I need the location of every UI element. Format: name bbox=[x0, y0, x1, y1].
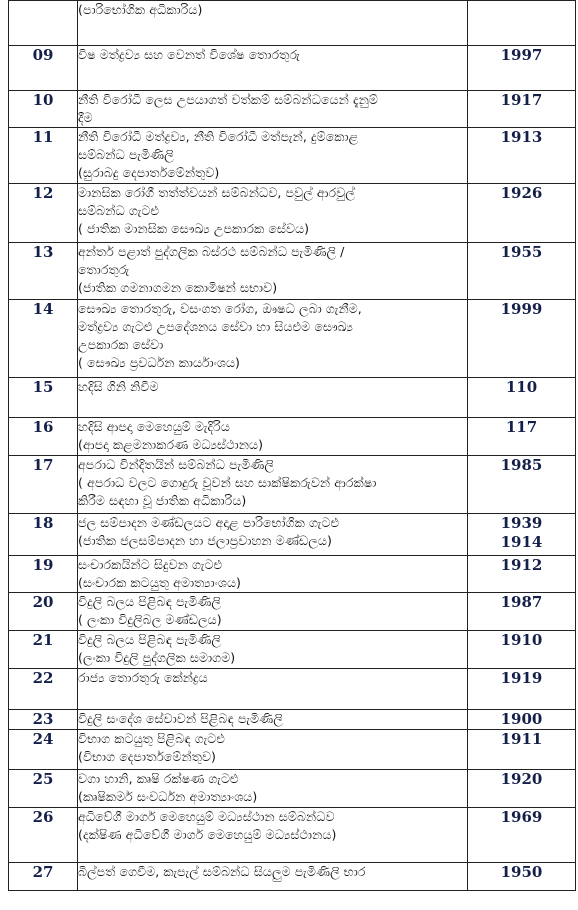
table-row bbox=[9, 710, 576, 730]
row-number: 13 bbox=[9, 243, 78, 300]
description-line: නීති විරෝධී ලෙස උපයාගත් වත්කම් සම්බන්ධයෙන් දැනුම් bbox=[78, 92, 378, 107]
service-description bbox=[78, 184, 468, 243]
table-row bbox=[9, 243, 576, 300]
row-number: 12 bbox=[9, 184, 78, 243]
hotline-number bbox=[468, 730, 576, 770]
description-line: අධිවේගී මාර්ග මෙහෙයුම් මධ්‍යස්ථාන සම්බන්ධව bbox=[78, 809, 335, 824]
hotline-code: 117 bbox=[505, 418, 538, 436]
hotline-number bbox=[468, 710, 576, 730]
row-number: 21 bbox=[9, 631, 78, 669]
service-description bbox=[78, 631, 468, 669]
row-number: 17 bbox=[9, 456, 78, 514]
hotline-number bbox=[468, 128, 576, 184]
description-line: (සුරාබදු දෙපාර්තමේන්තුව) bbox=[78, 165, 220, 180]
hotline-code: 110 bbox=[505, 378, 538, 396]
table-row bbox=[9, 128, 576, 184]
description-line: අපරාධ වින්දිතයින් සම්බන්ධ පැමිණිලි bbox=[78, 457, 275, 472]
row-number: 16 bbox=[9, 418, 78, 456]
row-number: 15 bbox=[9, 378, 78, 418]
table-row bbox=[9, 300, 576, 378]
description-line: ( අපරාධ වලට ගොදුරු වූවන් සහ සාක්ෂිකරුවන් ආරක්ෂා bbox=[78, 475, 377, 490]
description-line: සෞඛ්‍ය තොරතුරු, වසංගත රෝග, ඖෂධ ලබා ගැනීම, bbox=[78, 301, 362, 316]
hotline-number bbox=[468, 808, 576, 863]
service-description bbox=[78, 593, 468, 631]
row-number: 22 bbox=[9, 669, 78, 710]
service-description bbox=[78, 710, 468, 730]
table-row bbox=[9, 91, 576, 128]
description-line: මානසික රෝගී තත්ත්වයන් සම්බන්ධව, පවුල් ආරවුල් bbox=[78, 185, 355, 200]
table-row bbox=[9, 418, 576, 456]
hotline-table bbox=[8, 0, 576, 891]
hotline-code: 1910 bbox=[500, 631, 543, 649]
table-row bbox=[9, 1, 576, 46]
service-description bbox=[78, 456, 468, 514]
table-row bbox=[9, 669, 576, 710]
table-row bbox=[9, 46, 576, 91]
row-number: 19 bbox=[9, 556, 78, 593]
hotline-code: 1997 bbox=[500, 46, 543, 64]
service-description bbox=[78, 128, 468, 184]
hotline-code: 1913 bbox=[500, 128, 543, 146]
row-number: 10 bbox=[9, 91, 78, 128]
row-number: 09 bbox=[9, 46, 78, 91]
row-number: 11 bbox=[9, 128, 78, 184]
row-number: 26 bbox=[9, 808, 78, 863]
service-description bbox=[78, 556, 468, 593]
table-row bbox=[9, 456, 576, 514]
description-line: ජල සම්පාදන මණ්ඩලයට අදාළ පාරිභෝගික ගැටළු bbox=[78, 515, 340, 530]
hotline-code: 1917 bbox=[500, 91, 543, 109]
description-line: සම්බන්ධ ගැටළු bbox=[78, 203, 160, 218]
service-description bbox=[78, 514, 468, 556]
table-row bbox=[9, 631, 576, 669]
description-line: හදිසි ගිනි නිවීම bbox=[78, 379, 159, 394]
hotline-code: 1914 bbox=[500, 533, 543, 551]
hotline-code: 1955 bbox=[500, 243, 543, 261]
hotline-number bbox=[468, 418, 576, 456]
hotline-code: 1911 bbox=[500, 730, 543, 748]
service-description bbox=[78, 1, 468, 46]
table-row bbox=[9, 863, 576, 891]
hotline-code: 1950 bbox=[500, 863, 543, 881]
row-number: 24 bbox=[9, 730, 78, 770]
row-number: 14 bbox=[9, 300, 78, 378]
service-description bbox=[78, 418, 468, 456]
hotline-code: 1919 bbox=[500, 669, 543, 687]
row-number: 23 bbox=[9, 710, 78, 730]
hotline-number bbox=[468, 243, 576, 300]
hotline-code: 1939 bbox=[500, 514, 543, 532]
hotline-code: 1985 bbox=[500, 456, 543, 474]
hotline-number bbox=[468, 300, 576, 378]
description-line: ( ලංකා විදුලිබල මණ්ඩලය) bbox=[78, 612, 222, 627]
hotline-number bbox=[468, 1, 576, 46]
hotline-code: 1900 bbox=[500, 710, 543, 728]
table-row bbox=[9, 184, 576, 243]
service-description bbox=[78, 243, 468, 300]
description-line: බිල්පත් ගෙවීම, කැපැල් සම්බන්ධ සියලුම පැමිණිලි භාර bbox=[78, 864, 366, 879]
description-line: (ආපදා කළමනාකරණ මධ්‍යස්ථානය) bbox=[78, 437, 264, 452]
table-row bbox=[9, 556, 576, 593]
description-line: වගා හානි, කෘෂි රක්ෂණ ගැටළු bbox=[78, 771, 239, 786]
hotline-number bbox=[468, 456, 576, 514]
table-row bbox=[9, 514, 576, 556]
description-line: (ජාතික ජලසම්පාදන හා ජලාප්‍රවාහන මණ්ඩලය) bbox=[78, 533, 332, 548]
hotline-number bbox=[468, 46, 576, 91]
table-row bbox=[9, 808, 576, 863]
table-row bbox=[9, 730, 576, 770]
row-number: 27 bbox=[9, 863, 78, 891]
description-line: හදිසි ආපදා මෙහෙයුම් මැදිරිය bbox=[78, 419, 230, 434]
table-row bbox=[9, 378, 576, 418]
hotline-code: 1987 bbox=[500, 593, 543, 611]
hotline-number bbox=[468, 91, 576, 128]
description-line: අන්තර් පළාත් පුද්ගලික බස්රථ සම්බන්ධ පැමිණිලි / bbox=[78, 244, 345, 259]
hotline-number bbox=[468, 378, 576, 418]
description-line: (සංචාරක කටයුතු අමාත්‍යාංශය) bbox=[78, 575, 242, 590]
table-row bbox=[9, 770, 576, 808]
description-line: (දක්ෂිණ අධිවේගී මාර්ග මෙහෙයුම් මධ්‍යස්ථානය) bbox=[78, 827, 337, 842]
hotline-number bbox=[468, 184, 576, 243]
service-description bbox=[78, 669, 468, 710]
description-line: රාජ්‍ය තොරතුරු කේන්ද්‍රය bbox=[78, 670, 208, 685]
hotline-code: 1912 bbox=[500, 556, 543, 574]
row-number: 25 bbox=[9, 770, 78, 808]
hotline-number bbox=[468, 669, 576, 710]
description-line: ( ජාතික මානසික සෞඛ්‍ය උපකාරක සේවය) bbox=[78, 221, 310, 236]
description-line: (කෘෂිකර්ම සංවර්ධන අමාත්‍යාංශය) bbox=[78, 789, 258, 804]
description-line: දීම bbox=[78, 110, 93, 125]
service-description bbox=[78, 378, 468, 418]
hotline-code: 1999 bbox=[500, 300, 543, 318]
hotline-number bbox=[468, 863, 576, 891]
row-number bbox=[9, 1, 78, 46]
description-line: (ජාතික ගමනාගමන කොමිෂන් සභාව) bbox=[78, 280, 278, 295]
service-description bbox=[78, 770, 468, 808]
hotline-number bbox=[468, 631, 576, 669]
description-line: නීති විරෝධී මත්ද්‍රව්‍ය, නීති විරෝධී මත්පැන්, දුම්කොළ bbox=[78, 129, 359, 144]
hotline-number bbox=[468, 770, 576, 808]
service-description bbox=[78, 91, 468, 128]
table-row bbox=[9, 593, 576, 631]
hotline-code: 1920 bbox=[500, 770, 543, 788]
service-description bbox=[78, 730, 468, 770]
description-line: (විභාග දෙපාර්තමේන්තුව) bbox=[78, 749, 217, 764]
hotline-number bbox=[468, 514, 576, 556]
hotline-code: 1926 bbox=[500, 184, 543, 202]
description-line: (ලංකා විදුලි පුද්ගලික සමාගම) bbox=[78, 650, 236, 665]
description-line: විදුලි බලය පිළිබඳ පැමිණිලි bbox=[78, 632, 221, 647]
description-line: විෂ මත්ද්‍රව්‍ය සහ වෙනත් විශේෂ තොරතුරු bbox=[78, 47, 300, 62]
row-number: 18 bbox=[9, 514, 78, 556]
description-line: විභාග කටයුතු පිළිබඳ ගැටළු bbox=[78, 731, 225, 746]
description-line: තොරතුරු bbox=[78, 262, 130, 277]
service-description bbox=[78, 863, 468, 891]
description-line: විදුලි සංදේශ සේවාවන් පිළිබඳ පැමිණිලි bbox=[78, 711, 283, 726]
hotline-number bbox=[468, 593, 576, 631]
service-description bbox=[78, 300, 468, 378]
hotline-code: 1969 bbox=[500, 808, 543, 826]
description-line: විදුලි බලය පිළිබඳ පැමිණිලි bbox=[78, 594, 221, 609]
description-line: සම්බන්ධ පැමිණිලි bbox=[78, 147, 174, 162]
description-line: සංචාරකයින්ට සිදුවන ගැටළු bbox=[78, 557, 223, 572]
service-description bbox=[78, 808, 468, 863]
service-description bbox=[78, 46, 468, 91]
description-line: උපකාරක සේවා bbox=[78, 337, 164, 352]
hotline-number bbox=[468, 556, 576, 593]
hotline-table-body bbox=[9, 1, 576, 891]
description-line: ( සෞඛ්‍ය ප්‍රවර්ධන කාර්යාංශය) bbox=[78, 355, 241, 370]
description-line: (පාරිභෝගික අධිකාරිය) bbox=[78, 2, 203, 17]
description-line: කිරීම සඳහා වූ ජාතික අධිකාරිය) bbox=[78, 493, 247, 508]
description-line: මත්ද්‍රව්‍ය ගැටළු උපදේශනය සේවා හා සියළුම සෞඛ්‍ය bbox=[78, 319, 353, 334]
row-number: 20 bbox=[9, 593, 78, 631]
